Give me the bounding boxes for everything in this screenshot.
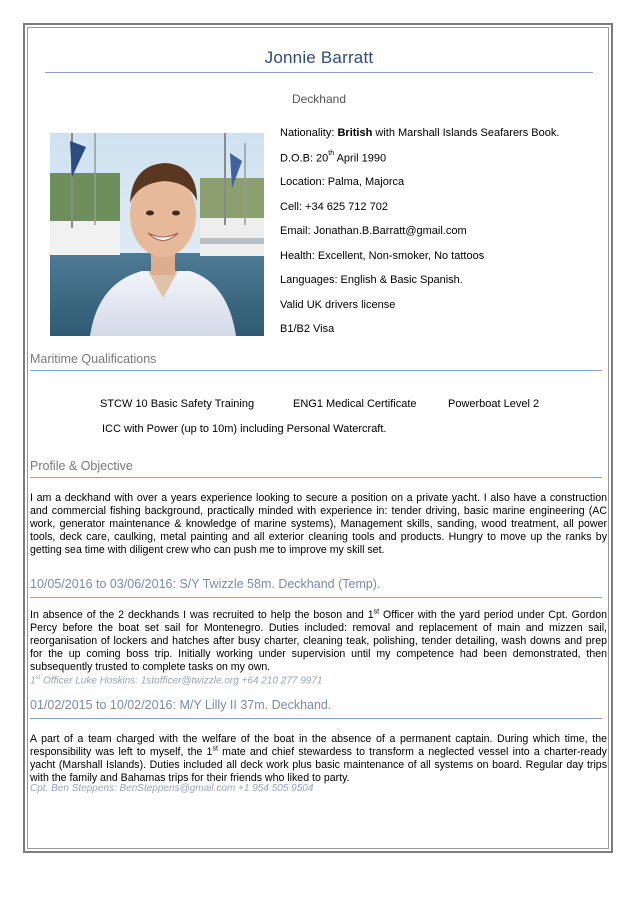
license-line: Valid UK drivers license bbox=[280, 299, 396, 311]
email-line: Email: Jonathan.B.Barratt@gmail.com bbox=[280, 225, 467, 237]
job-title: 01/02/2015 to 10/02/2016: M/Y Lilly II 37m. Deckhand. bbox=[30, 698, 332, 712]
health-line: Health: Excellent, Non-smoker, No tattoos bbox=[280, 250, 485, 262]
cell-line: Cell: +34 625 712 702 bbox=[280, 201, 388, 213]
job-title: 10/05/2016 to 03/06/2016: S/Y Twizzle 58m. Deckhand (Temp). bbox=[30, 577, 381, 591]
dob-line: D.O.B: 20th April 1990 bbox=[280, 150, 387, 165]
qualifications-heading: Maritime Qualifications bbox=[30, 352, 157, 366]
name-divider bbox=[45, 72, 593, 73]
qualification-item: STCW 10 Basic Safety Training bbox=[100, 398, 255, 410]
job-description: A part of a team charged with the welfare of the boat in the absence of a permanent captain. During which time, the responsibility was left to myself, the 1st mate and chief stewardess to transform a neglected vessel into a charter-ready yacht (Marshall Islands). Duties included all deck work plus basic maintenance of all systems on board. Regular day trips with the family and Bahamas trips for their friends who liked to party. bbox=[30, 733, 607, 784]
job-divider bbox=[30, 718, 602, 719]
qualification-item: Powerboat Level 2 bbox=[448, 398, 540, 410]
qualification-item: ICC with Power (up to 10m) including Personal Watercraft. bbox=[102, 423, 387, 435]
location-line: Location: Palma, Majorca bbox=[280, 176, 405, 188]
languages-line: Languages: English & Basic Spanish. bbox=[280, 274, 463, 286]
nationality-line: Nationality: British with Marshall Islands Seafarers Book. bbox=[280, 127, 560, 139]
candidate-name: Jonnie Barratt bbox=[264, 48, 374, 67]
candidate-role: Deckhand bbox=[291, 92, 347, 106]
profile-divider bbox=[30, 477, 602, 478]
profile-photo bbox=[50, 133, 264, 336]
qualification-item: ENG1 Medical Certificate bbox=[293, 398, 417, 410]
visa-line: B1/B2 Visa bbox=[280, 323, 335, 335]
profile-heading: Profile & Objective bbox=[30, 459, 133, 473]
job-description: In absence of the 2 deckhands I was recruited to help the boson and 1st Officer with the yard period under Cpt. Gordon Percy before the boat set sail for Montenegro. Duties included: removal and replacement of main and mizzen sail, reorganisation of lockers and hatches after busy charter, cleaning teak, polishing, tender detailing, wash downs and prep for the up coming boss trip. Initially working under supervision until my competence had been demonstrated, then subsequently trusted to complete tasks on my own. bbox=[30, 608, 607, 673]
profile-text: I am a deckhand with over a years experience looking to secure a position on a private yacht. I also have a construction and commercial fishing background, practically minded with experience in: tender driving, basic marine engineering (AC work, generator maintenance & knowledge of marine systems), Management skills, sanding, wood treatment, all power tools, deck care, caulking, metal painting and all exterior cleaning tools and products. Hungry to move up the ranks by getting sea time with diligent crew who can push me to improve my skill set. bbox=[30, 492, 607, 556]
job-divider bbox=[30, 597, 602, 598]
qualifications-divider bbox=[30, 370, 602, 371]
job-reference: Cpt. Ben Steppens: BenSteppens@gmail.com +1 954 505 9504 bbox=[30, 783, 314, 794]
job-reference: 1st Officer Luke Hoskins: 1stofficer@twizzle.org +64 210 277 9971 bbox=[30, 675, 323, 687]
